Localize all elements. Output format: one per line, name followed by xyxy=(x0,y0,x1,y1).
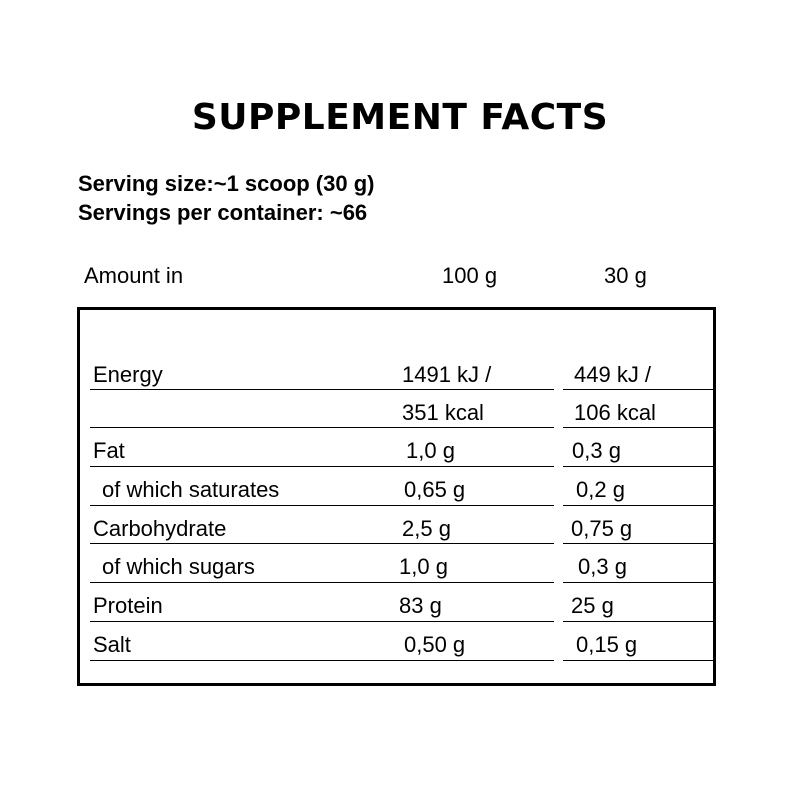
column-header-label: Amount in xyxy=(84,263,184,288)
value-100g: 0,65 g xyxy=(404,477,466,502)
value-30g: 0,2 g xyxy=(576,477,625,502)
row-divider xyxy=(90,389,396,390)
servings-per-container: Servings per container: ~66 xyxy=(78,200,368,225)
value-30g: 0,3 g xyxy=(578,554,627,579)
row-divider xyxy=(394,582,554,583)
row-divider xyxy=(563,660,713,661)
value-30g: 0,75 g xyxy=(571,516,633,541)
row-divider xyxy=(563,505,713,506)
nutrient-name: Salt xyxy=(93,632,131,657)
row-divider xyxy=(394,543,554,544)
value-100g: 1,0 g xyxy=(406,438,455,463)
nutrient-name: Energy xyxy=(93,362,163,387)
value-30g: 449 kJ / xyxy=(574,362,652,387)
row-divider xyxy=(90,621,396,622)
value-30g: 106 kcal xyxy=(574,400,656,425)
value-30g: 25 g xyxy=(571,593,614,618)
value-100g: 2,5 g xyxy=(402,516,451,541)
row-divider xyxy=(394,427,554,428)
nutrient-name: of which saturates xyxy=(102,477,280,502)
row-divider xyxy=(563,427,713,428)
row-divider xyxy=(563,582,713,583)
row-divider xyxy=(563,543,713,544)
column-header-row xyxy=(0,262,800,290)
row-divider xyxy=(90,660,396,661)
row-divider xyxy=(394,621,554,622)
row-divider xyxy=(394,466,554,467)
row-divider xyxy=(394,389,554,390)
row-divider xyxy=(394,660,554,661)
column-header-100g: 100 g xyxy=(442,263,498,288)
serving-size: Serving size:~1 scoop (30 g) xyxy=(78,171,375,196)
nutrient-name: Fat xyxy=(93,438,125,463)
value-30g: 0,3 g xyxy=(572,438,621,463)
value-100g: 1,0 g xyxy=(399,554,448,579)
value-100g: 351 kcal xyxy=(402,400,484,425)
nutrient-name: of which sugars xyxy=(102,554,255,579)
row-divider xyxy=(563,466,713,467)
value-100g: 0,50 g xyxy=(404,632,466,657)
page-title: SUPPLEMENT FACTS xyxy=(191,97,609,138)
row-divider xyxy=(394,505,554,506)
row-divider xyxy=(90,543,396,544)
row-divider xyxy=(563,621,713,622)
row-divider xyxy=(90,466,396,467)
nutrient-name: Carbohydrate xyxy=(93,516,227,541)
value-100g: 1491 kJ / xyxy=(402,362,492,387)
column-header-30g: 30 g xyxy=(604,263,647,288)
row-divider xyxy=(90,427,396,428)
row-divider xyxy=(563,389,713,390)
nutrient-name: Protein xyxy=(93,593,163,618)
row-divider xyxy=(90,582,396,583)
value-30g: 0,15 g xyxy=(576,632,638,657)
nutrition-table xyxy=(77,307,716,686)
value-100g: 83 g xyxy=(399,593,442,618)
row-divider xyxy=(90,505,396,506)
